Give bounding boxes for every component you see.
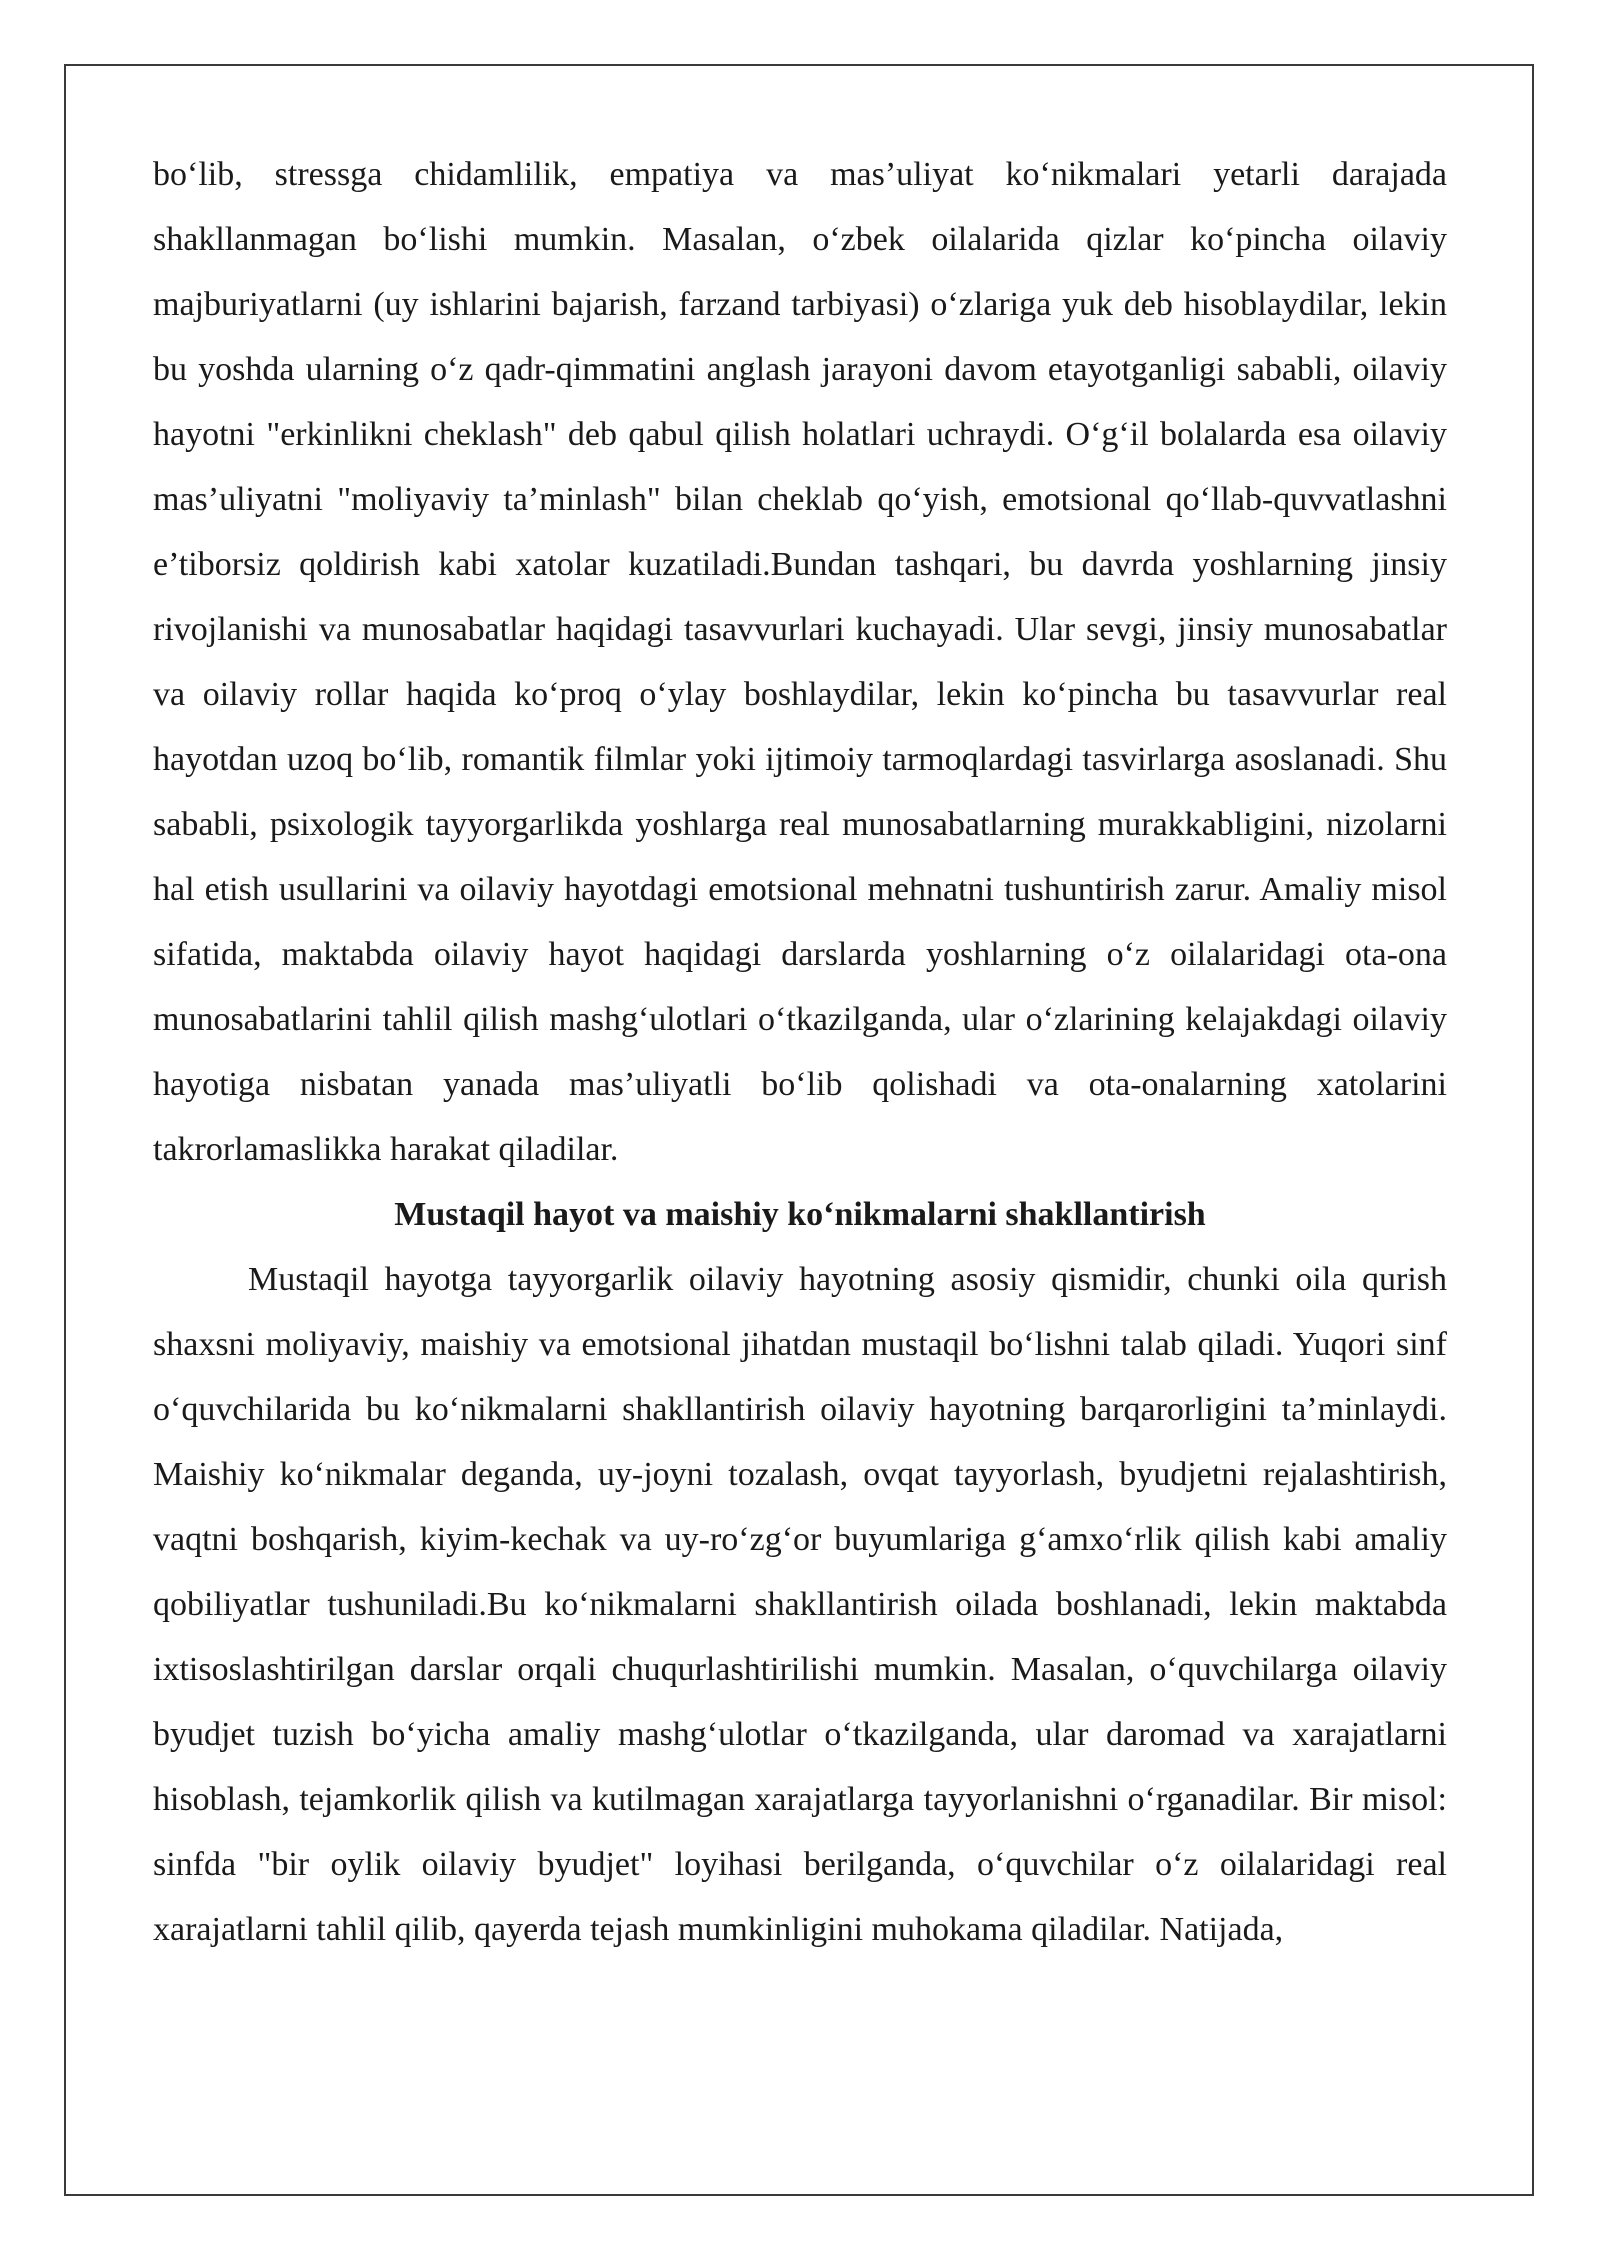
paragraph: Mustaqil hayotga tayyorgarlik oilaviy hayotning asosiy qismidir, chunki oila qurish shaxsni moliyaviy, maishiy va emotsional jihatdan mustaqil bo‘lishni talab qiladi. Yuqori sinf o‘quvchilarida bu ko‘nikmalarni shakllantirish oilaviy hayotning barqarorligini ta’minlaydi. Maishiy ko‘nikmalar deganda, uy-joyni tozalash, ovqat tayyorlash, byudjetni rejalashtirish, vaqtni boshqarish, kiyim-kechak va uy-ro‘zg‘or buyumlariga g‘amxo‘rlik qilish kabi amaliy qobiliyatlar tushuniladi.Bu ko‘nikmalarni shakllantirish oilada boshlanadi, lekin maktabda ixtisoslashtirilgan darslar orqali chuqurlashtirilishi mumkin. Masalan, o‘quvchilarga oilaviy byudjet tuzish bo‘yicha amaliy mashg‘ulotlar o‘tkazilganda, ular daromad va xarajatlarni hisoblash, tejamkorlik qilish va kutilmagan xarajatlarga tayyorlanishni o‘rganadilar. Bir misol: sinfda "bir oylik oilaviy byudjet" loyihasi berilganda, o‘quvchilar o‘z oilalaridagi real xarajatlarni tahlil qilib, qayerda tejash mumkinligini muhokama qiladilar. Natijada, [153,1261,1447,1948]
section-heading: Mustaqil hayot va maishiy ko‘nikmalarni shakllantirish [394,1196,1206,1233]
paragraph: bo‘lib, stressga chidamlilik, empatiya va mas’uliyat ko‘nikmalari yetarli darajada shakllanmagan bo‘lishi mumkin. Masalan, o‘zbek oilalarida qizlar ko‘pincha oilaviy majburiyatlarni (uy ishlarini bajarish, farzand tarbiyasi) o‘zlariga yuk deb hisoblaydilar, lekin bu yoshda ularning o‘z qadr-qimmatini anglash jarayoni davom etayotganligi sababli, oilaviy hayotni "erkinlikni cheklash" deb qabul qilish holatlari uchraydi. O‘g‘il bolalarda esa oilaviy mas’uliyatni "moliyaviy ta’minlash" bilan cheklab qo‘yish, emotsional qo‘llab-quvvatlashni e’tiborsiz qoldirish kabi xatolar kuzatiladi.Bundan tashqari, bu davrda yoshlarning jinsiy rivojlanishi va munosabatlar haqidagi tasavvurlari kuchayadi. Ular sevgi, jinsiy munosabatlar va oilaviy rollar haqida ko‘proq o‘ylay boshlaydilar, lekin ko‘pincha bu tasavvurlar real hayotdan uzoq bo‘lib, romantik filmlar yoki ijtimoiy tarmoqlardagi tasvirlarga asoslanadi. Shu sababli, psixologik tayyorgarlikda yoshlarga real munosabatlarning murakkabligini, nizolarni hal etish usullarini va oilaviy hayotdagi emotsional mehnatni tushuntirish zarur. Amaliy misol sifatida, maktabda oilaviy hayot haqidagi darslarda yoshlarning o‘z oilalaridagi ota-ona munosabatlarini tahlil qilish mashg‘ulotlari o‘tkazilganda, ular o‘zlarining kelajakdagi oilaviy hayotiga nisbatan yanada mas’uliyatli bo‘lib qolishadi va ota-onalarning xatolarini takrorlamaslikka harakat qiladilar. [153,156,1447,1168]
document-body [153,142,1447,1962]
